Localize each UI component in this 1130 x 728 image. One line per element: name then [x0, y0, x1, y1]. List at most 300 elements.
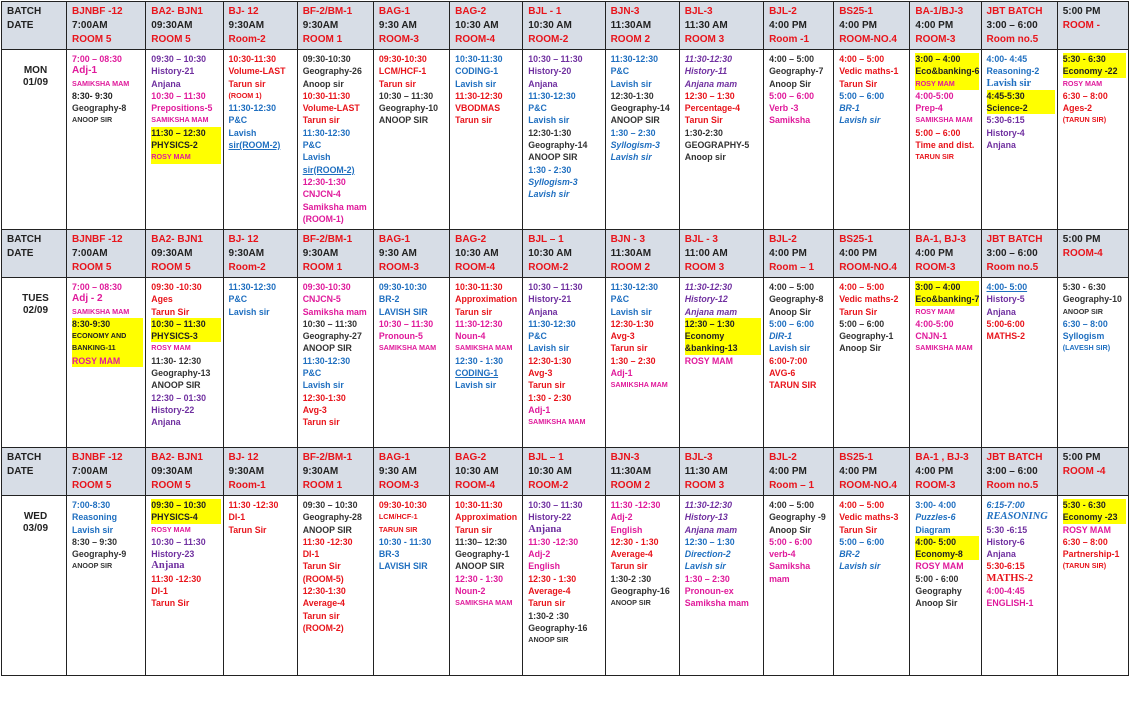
class-line: Tarun Sir [302, 561, 341, 572]
day-name: WED [23, 511, 48, 522]
class-cell [1057, 496, 1128, 676]
batch-time: 09:30AM [151, 20, 193, 31]
class-line: 09:30 – 10:30 [151, 54, 207, 64]
batch-header-cell [834, 2, 910, 50]
class-line: SAMIKSHA MAM [915, 115, 973, 125]
batch-header-cell [67, 2, 146, 50]
batch-room: Room – 1 [769, 480, 815, 491]
batch-date-label [2, 230, 67, 278]
class-cell [373, 496, 449, 676]
header-row [2, 448, 1129, 496]
class-line: ROSY MAM [151, 151, 220, 163]
class-line: SAMIKSHA MAM [915, 343, 973, 353]
class-cell [1057, 50, 1128, 230]
batch-room: ROOM 2 [610, 262, 651, 273]
class-line: 12:30 - 1:30 [455, 573, 504, 584]
class-line: 6:00-7:00 [769, 355, 808, 366]
class-line: Economy-8 [915, 548, 978, 560]
class-line: 11:30-12:30 [455, 90, 503, 101]
batch-time: 9:30AM [228, 466, 265, 477]
header-row [2, 2, 1129, 50]
batch-time: 4:00 PM [769, 248, 807, 259]
batch-time: 9:30AM [228, 248, 265, 259]
class-line: MATHS-2 [986, 331, 1025, 342]
class-line: Tarun sir [302, 610, 340, 621]
class-line: ANOOP SIR [72, 115, 113, 125]
class-line: Lavish sir [528, 343, 570, 354]
class-line: Lavish sir [610, 78, 652, 89]
class-line: 12:30-1:30 [302, 176, 346, 187]
batch-room: ROOM-3 [915, 262, 956, 273]
class-line: Geography-9 [72, 549, 127, 560]
class-line: Approximation [455, 294, 518, 305]
class-line: Lavish sir [839, 115, 881, 126]
batch-header-cell [223, 448, 297, 496]
class-line: 11:30-12:30 [610, 282, 659, 292]
class-line: TARUN SIR [915, 152, 954, 162]
class-line: ANOOP SIR [378, 115, 429, 126]
class-line: 11:30 -12:30 [151, 573, 202, 584]
batch-time: 3:00 – 6:00 [986, 466, 1038, 477]
class-line: Reasoning [72, 512, 117, 523]
class-cell [981, 50, 1057, 230]
class-line: Tarun sir [302, 115, 340, 126]
class-line: Adj-2 [610, 512, 633, 523]
batch-name: BAG-1 [378, 452, 411, 463]
batch-room: ROOM 5 [72, 262, 112, 273]
class-line: GEOGRAPHY-5 [684, 140, 750, 151]
date-label: DATE [7, 20, 34, 31]
class-line: 10:30 – 11:30 [528, 282, 583, 292]
class-line: ROSY MAM [1062, 524, 1111, 535]
class-line: 12:30 - 1:30 [610, 536, 659, 547]
class-cell [223, 278, 297, 448]
class-line: 10:30-11:30 [455, 282, 503, 292]
batch-header-cell [764, 2, 834, 50]
class-line: (ROOM-1) [302, 213, 344, 224]
batch-time: 10:30 AM [528, 466, 572, 477]
batch-name: BAG-2 [455, 6, 487, 17]
class-line: LAVISH SIR [378, 306, 428, 317]
batch-room: ROOM-NO.4 [839, 34, 897, 45]
batch-header-cell [834, 230, 910, 278]
class-line: 11:30-12:30 [228, 282, 276, 292]
class-line: TARUN SIR [769, 380, 817, 391]
class-line: 11:30-12:30 [610, 54, 659, 64]
class-line: Eco&banking-6 [915, 66, 980, 77]
batch-room: ROOM 3 [684, 34, 725, 45]
class-line: Vedic maths-3 [839, 512, 899, 523]
class-line: P&C [610, 66, 630, 77]
class-cell [764, 278, 834, 448]
class-line: Anoop Sir [769, 306, 812, 317]
class-line: 10:30-11:30 [228, 54, 276, 64]
class-line: SAMIKSHA MAM [528, 417, 586, 427]
class-line: 12:30-1:30 [302, 392, 346, 403]
batch-name: BAG-2 [455, 234, 487, 245]
class-line: ANOOP SIR [610, 598, 651, 608]
class-line: Anjana [528, 306, 558, 317]
class-line: Geography-7 [769, 66, 824, 77]
class-line: 5:00 – 6:00 [769, 90, 815, 101]
class-line: Geography-8 [769, 294, 824, 305]
batch-name: BJNBF -12 [72, 6, 123, 17]
batch-room: ROOM 1 [302, 262, 343, 273]
class-line: History-23 [151, 549, 195, 560]
batch-name: BJL-2 [769, 6, 797, 17]
class-line: ANOOP SIR [1062, 306, 1103, 316]
batch-header-cell [146, 2, 223, 50]
batch-name: BA2- BJN1 [151, 6, 203, 17]
timetable [1, 1, 1129, 676]
day-name: TUES [22, 293, 49, 304]
class-line: SAMIKSHA MAM [378, 343, 437, 353]
class-line: Adj-1 [528, 404, 551, 415]
class-line: 11:30 – 12:30 [151, 127, 220, 139]
class-line: Anjana [151, 78, 181, 89]
class-line: mam [769, 573, 790, 584]
batch-room: ROOM 5 [151, 34, 191, 45]
batch-room: Room – 1 [769, 262, 815, 273]
class-line: Prep-4 [915, 103, 943, 114]
batch-room: ROOM-3 [378, 480, 419, 491]
class-line: ANOOP SIR [610, 115, 660, 126]
header-row [2, 230, 1129, 278]
batch-time: 10:30 AM [528, 248, 572, 259]
class-cell [605, 50, 679, 230]
class-line: 4:00 – 5:00 [839, 500, 885, 510]
class-line: Anjana [528, 523, 562, 535]
batch-name: BS25-1 [839, 452, 874, 463]
class-line: ANOOP SIR [455, 561, 505, 572]
batch-name: BJN-3 [610, 452, 640, 463]
batch-time: 09:30AM [151, 248, 193, 259]
class-line: &banking-13 [685, 342, 761, 354]
batch-header-cell [297, 230, 373, 278]
batch-header-cell [1057, 2, 1128, 50]
class-line: History-5 [986, 294, 1025, 305]
class-line: 11:30-12:30 [684, 282, 733, 292]
class-line: English [610, 524, 643, 535]
batch-date-label [2, 2, 67, 50]
class-line: Tarun Sir [839, 524, 878, 535]
class-line: Noun-2 [455, 586, 486, 597]
class-line: Anjana [986, 549, 1016, 560]
batch-header-cell [450, 2, 523, 50]
class-line: History-22 [528, 512, 572, 523]
class-line: 8:30-9:30 [72, 318, 143, 330]
class-line: Tarun Sir [228, 524, 267, 535]
class-cell [910, 50, 981, 230]
class-line: 1:30-2 :30 [528, 610, 569, 621]
batch-time: 9:30 AM [378, 20, 417, 31]
batch-name: BF-2/BM-1 [302, 452, 353, 463]
class-line: 10:30 – 11:30 [151, 90, 206, 101]
class-cell [981, 496, 1057, 676]
batch-header-cell [297, 448, 373, 496]
batch-name: BJN - 3 [610, 234, 646, 245]
class-cell [297, 496, 373, 676]
class-line: Percentage-4 [684, 103, 740, 114]
day-date: 01/09 [23, 77, 49, 89]
class-line: Economy [685, 330, 761, 342]
batch-room: ROOM 1 [302, 34, 343, 45]
class-line: Tarun sir [528, 380, 566, 391]
batch-header-cell [981, 448, 1057, 496]
class-line: ROSY MAM [72, 355, 143, 367]
class-line: LCM/HCF-1 [378, 512, 418, 522]
class-cell [764, 50, 834, 230]
class-line: 11:30- 12:30 [151, 355, 202, 366]
class-line: 09:30-10:30 [302, 54, 351, 64]
class-cell [834, 496, 910, 676]
class-line: Syllogism [1062, 331, 1105, 342]
batch-date-label [2, 448, 67, 496]
class-cell [297, 278, 373, 448]
class-line: 10:30 – 11:30 [528, 54, 583, 64]
batch-name: BF-2/BM-1 [302, 234, 353, 245]
class-line: Syllogism-3 [528, 176, 578, 187]
batch-header-cell [679, 2, 763, 50]
class-line: Adj-2 [528, 549, 551, 560]
class-line: 12:30-1:30 [528, 127, 572, 138]
class-line: P&C [528, 331, 547, 342]
class-line: History-21 [528, 294, 572, 305]
class-line: Pronoun-5 [378, 331, 423, 342]
batch-name: BS25-1 [839, 6, 874, 17]
class-line: Geography-14 [528, 140, 588, 151]
class-line: Geography-28 [302, 512, 362, 523]
class-line: 7:00-8:30 [72, 500, 111, 510]
class-line: Avg-3 [528, 368, 553, 379]
class-line: 10:30-11:30 [455, 54, 503, 64]
class-line: 6:30 – 8:00 [1062, 90, 1108, 101]
class-line: Anjana [528, 78, 558, 89]
class-line: Lavish sir [455, 380, 497, 391]
class-line: BANKING-11 [72, 342, 143, 354]
batch-time: 7:00AM [72, 466, 108, 477]
batch-room: Room-1 [228, 480, 266, 491]
class-cell [146, 496, 223, 676]
class-line: 1:30 - 2:30 [528, 392, 572, 403]
class-line: 8:30 – 9:30 [72, 536, 118, 547]
class-line: (ROOM-5) [302, 573, 344, 584]
class-line: 4:00 – 5:00 [769, 500, 815, 510]
class-line: 10:30 – 11:30 [378, 318, 434, 329]
class-line: ROSY MAM [1062, 78, 1103, 88]
class-line: ROSY MAM [915, 561, 964, 572]
class-line: 12:30-1:30 [302, 586, 346, 597]
class-cell [450, 50, 523, 230]
batch-time: ROOM - [1062, 20, 1100, 31]
class-line: P&C [302, 140, 322, 151]
class-cell [67, 496, 146, 676]
batch-room: Room -1 [769, 34, 810, 45]
batch-time: 11:30AM [610, 20, 652, 31]
batch-room: Room-2 [228, 34, 266, 45]
batch-room: ROOM-3 [915, 480, 956, 491]
batch-name: 5:00 PM [1062, 234, 1101, 245]
class-line: ROSY MAM [684, 355, 733, 366]
class-line: 3:00- 4:00 [915, 500, 956, 510]
batch-time: 9:30AM [302, 466, 339, 477]
class-line: LAVISH SIR [378, 561, 428, 572]
batch-room: ROOM-3 [378, 34, 419, 45]
class-line: (TARUN SIR) [1062, 561, 1107, 571]
date-label: DATE [7, 466, 34, 477]
batch-room: ROOM-4 [455, 262, 496, 273]
class-line: 1:30 – 2:30 [610, 127, 656, 138]
class-line: 11:30-12:30 [684, 54, 733, 64]
class-line: 7:00 – 08:30 [72, 282, 122, 292]
class-cell [223, 50, 297, 230]
class-line: Partnership-1 [1062, 549, 1120, 560]
class-line: 5:00 – 6:00 [769, 318, 815, 329]
class-line: ANOOP SIR [72, 561, 113, 571]
class-line: Tarun Sir [151, 598, 190, 609]
class-line: Samiksha [769, 561, 811, 572]
batch-room: ROOM-NO.4 [839, 480, 897, 491]
class-line: 12:30-1:30 [610, 90, 654, 101]
batch-header-cell [605, 448, 679, 496]
batch-name: BJL - 3 [684, 234, 718, 245]
class-line: Geography-1 [455, 549, 510, 560]
batch-header-cell [605, 230, 679, 278]
batch-time: 11:30 AM [684, 466, 728, 477]
class-line: 09:30 – 10:30 [151, 499, 220, 511]
batch-name: BAG-2 [455, 452, 487, 463]
batch-room: ROOM-2 [528, 262, 569, 273]
class-line: 12:30-1:30 [610, 318, 654, 329]
class-line: Anoop Sir [769, 524, 812, 535]
class-cell [223, 496, 297, 676]
batch-name: BJL – 1 [528, 234, 564, 245]
class-line: 11:30-12:30 [302, 127, 351, 138]
class-line: ROSY MAM [151, 343, 191, 353]
batch-header-cell [764, 230, 834, 278]
class-line: 11:30-12:30 [455, 318, 503, 329]
batch-name: BA2- BJN1 [151, 234, 203, 245]
class-line: 11:30 -12:30 [528, 536, 579, 547]
batch-room: ROOM-2 [528, 480, 569, 491]
class-line: Average-4 [528, 586, 571, 597]
class-cell [523, 496, 605, 676]
batch-header-cell [146, 448, 223, 496]
batch-time: 11:30AM [610, 466, 652, 477]
batch-time: 4:00 PM [915, 248, 954, 259]
class-line: Tarun sir [455, 306, 493, 317]
class-line: Lavish sir [610, 306, 652, 317]
class-line: Anjana mam [684, 524, 738, 535]
batch-name: BF-2/BM-1 [302, 6, 353, 17]
batch-header-cell [297, 2, 373, 50]
class-line: Geography-10 [378, 103, 439, 114]
batch-header-cell [373, 448, 449, 496]
class-line: 10:30 – 11:30 [302, 318, 357, 329]
class-line: Lavish sir [610, 152, 652, 163]
class-line: Tarun sir [455, 115, 493, 126]
batch-header-cell [450, 448, 523, 496]
class-line: 6:30 – 8:00 [1062, 536, 1108, 547]
class-line: 5:30 -6:15 [986, 524, 1028, 535]
class-line: Average-4 [610, 549, 653, 560]
batch-header-cell [679, 448, 763, 496]
class-line: 4:00-5:00 [915, 90, 954, 101]
class-cell [523, 278, 605, 448]
batch-room: ROOM 2 [610, 34, 651, 45]
class-line: Direction-2 [684, 549, 731, 560]
batch-header-cell [146, 230, 223, 278]
day-cell [2, 50, 67, 230]
day-name: MON [23, 65, 48, 76]
day-cell [2, 278, 67, 448]
batch-room: ROOM 2 [610, 480, 651, 491]
class-line: BR-3 [378, 549, 400, 560]
class-line: Lavish sir [769, 343, 811, 354]
class-line: Diagram [915, 524, 951, 535]
class-line: 09:30-10:30 [378, 500, 427, 510]
batch-room: ROOM 5 [72, 480, 112, 491]
class-cell [834, 50, 910, 230]
class-line: Samiksha mam [302, 306, 367, 317]
batch-name: BJNBF -12 [72, 452, 123, 463]
class-line: SAMIKSHA MAM [455, 343, 513, 353]
batch-name: BA-1 , BJ-3 [915, 452, 969, 463]
class-line: CODING-1 [455, 368, 499, 379]
class-line: Average-4 [302, 598, 345, 609]
class-line: Vedic maths-1 [839, 66, 899, 77]
batch-room: ROOM-3 [378, 262, 419, 273]
class-line: 4:00 – 5:00 [839, 282, 885, 292]
batch-header-cell [450, 230, 523, 278]
batch-name: BAG-1 [378, 6, 411, 17]
class-line: Reasoning-2 [986, 66, 1040, 77]
class-line: History-20 [528, 66, 572, 77]
class-line: 11:30 -12:30 [610, 500, 661, 510]
class-line: Lavish sir [528, 115, 570, 126]
class-line: Economy -23 [1063, 511, 1126, 523]
class-line: CNJCN-4 [302, 189, 341, 200]
class-line: Anjana [151, 560, 185, 572]
class-line: 5:00 – 6:00 [839, 536, 885, 547]
class-line: Anjana mam [684, 78, 738, 89]
class-line: ANOOP SIR [302, 343, 352, 354]
class-cell [605, 278, 679, 448]
class-line: Tarun sir [228, 78, 266, 89]
batch-room: ROOM 3 [684, 480, 725, 491]
class-line: History-22 [151, 404, 195, 415]
class-line: Ages [151, 294, 173, 305]
class-line: Volume-LAST [302, 103, 360, 114]
class-line: Anoop Sir [769, 78, 812, 89]
class-line: Tarun sir [610, 561, 648, 572]
batch-time: 3:00 – 6:00 [986, 20, 1038, 31]
class-line: Lavish sir [839, 561, 881, 572]
batch-name: BJ- 12 [228, 6, 259, 17]
batch-header-cell [910, 2, 981, 50]
class-line: Tarun sir [302, 417, 340, 428]
class-line: AVG-6 [769, 368, 796, 379]
class-line: Syllogism-3 [610, 140, 660, 151]
batch-time: 11:30 AM [684, 20, 728, 31]
class-line: Anjana [151, 417, 181, 428]
class-line: CNJN-1 [915, 331, 948, 342]
batch-name: BJ- 12 [228, 452, 259, 463]
class-line: Geography -9 [769, 512, 826, 523]
day-row [2, 496, 1129, 676]
class-line: 11:30-12:30 [302, 355, 351, 366]
class-line: ECONOMY AND [72, 330, 143, 342]
